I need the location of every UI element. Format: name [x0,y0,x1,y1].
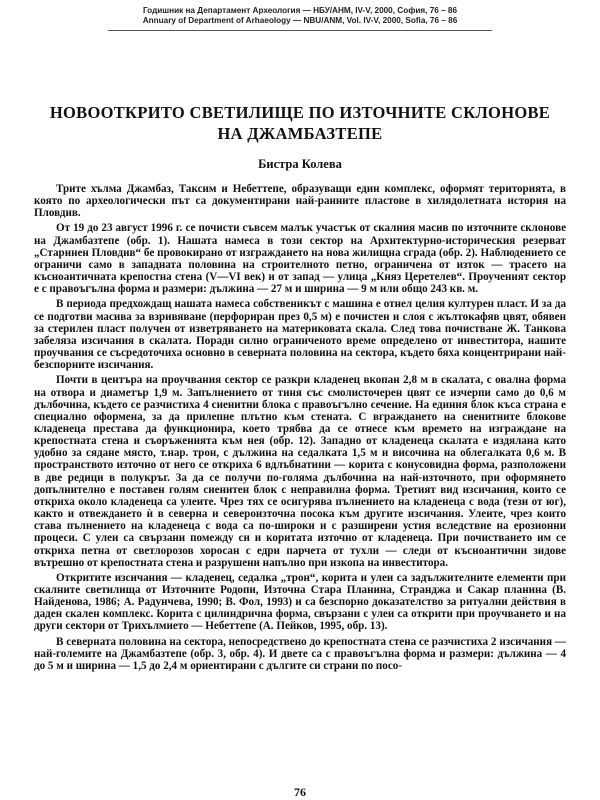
header-line-english: Annuary of Department of Arhaeology — NBU/ANM, Vol. IV-V, 2000, Sofia, 76 – 86 [142,16,458,25]
header-divider [108,30,492,31]
header-line-bulgarian: Годишник на Департамент Археология — НБУ/АНМ, IV-V, 2000, София, 76 – 86 [142,6,458,15]
author-name: Бистра Колева [258,157,342,171]
paragraph-4: Почти в центъра на проучвания сектор се разкри кладенец вкопан 2,8 м в скалата, с овална форма на отвора и диаметър 1,9 м. Запълнението от тиня със смолисточерен цвят се изчерпи само до 0,6 м дълбочина, където се разчистиха 4 сиенитни блока с правоъгълно сечение. На единия блок къса страна е специално оформена, за да прилепне плътно към стената. С вграждането на сиенитните блокове кладенеца престава да функционира, което трябва да се отнесе към времето на изграждане на крепостната стена и съоръженията към нея (обр. 12). Западно от кладенеца скалата е издялана като удобно за сядане място, т.нар. трон, с дължина на седалката 1,5 м и височина на облегалката 0,6 м. В пространството източно от него се откриха 6 вдлъбнатини — корита с конусовидна форма, разположени в две редици в полукръг. За да се получи по-голяма дълбочина на най-източното, при оформянето допълнително е поставен голям сиенитен блок с неправилна форма. Третият вид изсичания, които се откриха около кладенеца са улеите. Чрез тях се осигурява пълнението на кладенеца с вода (тези от юг), както и отвеждането ѝ в северна и североизточна посока към другите изсичания. Улеите, чрез които става пълнението на кладенеца с вода са по-широки и с разширени устия вследствие на ерозионни процеси. С улеи са свързани помежду си и коритата източно от кладенеца. При почистването им се откриха петна от светлорозов хоросан с едри парчета от тухли — следи от късноантични зидове вътрешно от крепостната стена и разрушени напълно при изкопа на инвеститора. [34,374,566,569]
paragraph-2: От 19 до 23 август 1996 г. се почисти съвсем малък участък от скалния масив по източните склонове на Джамбазтепе (обр. 1). Нашата намеса в този сектор на Архитектурно-историческия резерват „Старинен Пловдив“ бе провокирано от изграждането на нова жилищна сграда (обр. 2). Наблюдението се ограничи само в западната половина на строителното петно, ограничена от изток — трасето на късноантичната крепостна стена (V—VI век) и от запад — улица „Княз Церетелев“. Проученият сектор е с правоъгълна форма и размери: дължина — 27 м и ширина — 9 м или общо 243 кв. м. [34,222,566,296]
title-line-1: НОВООТКРИТО СВЕТИЛИЩЕ ПО ИЗТОЧНИТЕ СКЛОНОВЕ [49,103,551,122]
article-title [0,102,600,144]
page-number: 76 [294,785,306,799]
paragraph-5: Откритите изсичания — кладенец, седалка „трон“, корита и улеи са задължителните елементи при скалните светилища от Източните Родопи, Източна Стара Планина, Странджа и Сакар планина (В. Найденова, 1986; А. Радунчева, 1990; В. Фол, 1993) и са безспорно доказателство за ритуални действия в даден скален комплекс. Корита с цилиндрична форма, свързани с улеи са открити при проучването и на други сектори от Трихълмието — Небеттепе (А. Пейков, 1995, обр. 13). [34,571,566,633]
paragraph-1: Трите хълма Джамбаз, Таксим и Небеттепе, образуващи един комплекс, оформят територията, в която по археологически път са документирани най-ранните пластове в хилядолетната история на Пловдив. [34,183,566,220]
title-line-2: НА ДЖАМБАЗТЕПЕ [217,124,383,143]
article-body [34,183,566,675]
paragraph-3: В периода предхождащ нашата намеса собственикът с машина е отнел целия културен пласт. И за да се подготви масива за взривяване (перфориран през 0,5 м) е почистен и слоя с жълтокафяв цвят, обявен за стерилен пласт получен от изветряването на материковата скала. След това почистване Ж. Танкова забеляза изсичания в скалата. Поради силно ограниченото време определено от инвеститора, нашите проучвания се съсредоточиха основно в северната половина на сектора, където бяха концентрирани най-безспорните изсичания. [34,298,566,372]
running-header [0,6,600,26]
paragraph-6: В северната половина на сектора, непосредствено до крепостната стена се разчистиха 2 изсичания — най-големите на Джамбазтепе (обр. 3, обр. 4). И двете са с правоъгълна форма и размери: дължина — 4 до 5 м и ширина — 1,5 до 2,4 м ориентирани с дългите си страни по посо- [34,635,566,672]
